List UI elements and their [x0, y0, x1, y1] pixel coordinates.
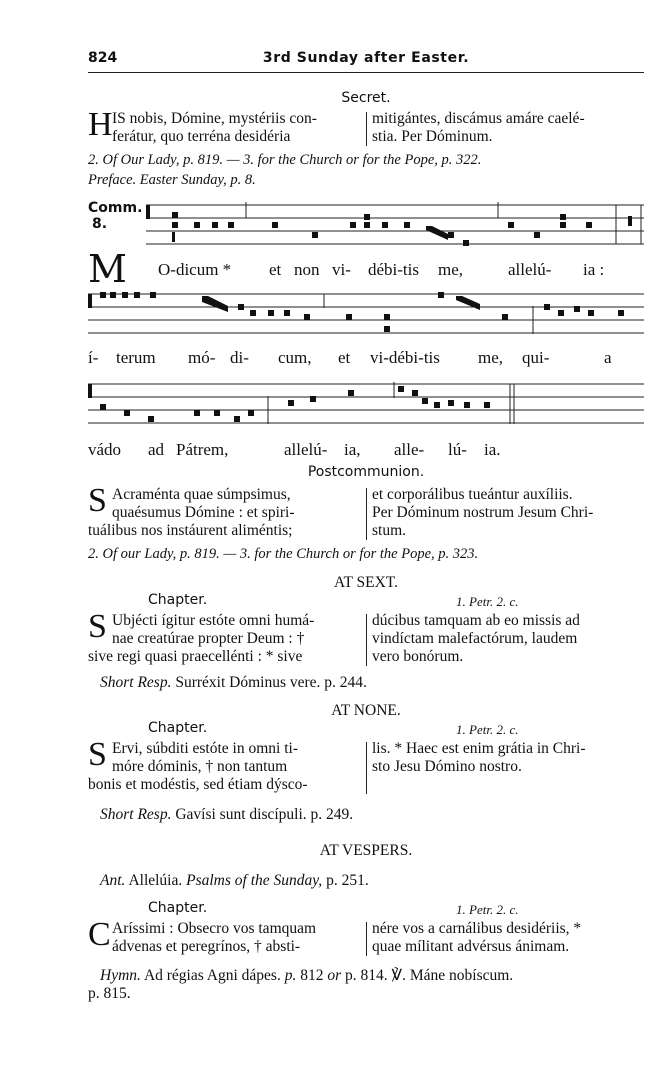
secret-col2-line1: mitigántes, discámus amáre caelé- [372, 110, 585, 127]
vespers-col2-line2: quae mílitant advérsus ánimam. [372, 938, 570, 955]
none-initial: S [88, 736, 107, 773]
none-col1-line1: Ervi, súbditi estóte in omni ti- [112, 740, 298, 757]
lyric: a [604, 348, 612, 367]
lyric: alle- [394, 440, 425, 459]
column-divider [366, 112, 367, 146]
lyric: vi-débi-tis [370, 348, 440, 367]
lyric: allelú- [284, 440, 328, 459]
chapter-label: Chapter. [148, 900, 208, 916]
vespers-heading: AT VESPERS. [319, 842, 413, 859]
sext-col1-line1: Ubjécti ígitur estóte omni humá- [112, 612, 315, 629]
lyric: non [294, 260, 320, 279]
short-responsory: Short Resp. Surréxit Dóminus vere. p. 244. [100, 674, 367, 691]
vespers-col2-line1: nére vos a carnálibus desidériis, * [372, 920, 582, 937]
sext-col1-line2: nae creatúrae propter Deum : † [112, 630, 305, 647]
sext-heading: AT SEXT. [333, 574, 398, 591]
lyric: et [269, 260, 282, 279]
postcommunion-col1-line1: Acraménta quae súmpsimus, [112, 486, 291, 503]
secret-heading: Secret. [341, 90, 391, 106]
lyric: ia, [344, 440, 361, 459]
lyric: qui- [522, 348, 550, 367]
sext-initial: S [88, 608, 107, 645]
sext-col2-line3: vero bonórum. [372, 648, 464, 665]
column-divider [366, 742, 367, 794]
lyric: Pátrem, [176, 440, 229, 459]
lyric: ia : [583, 260, 605, 279]
column-divider [366, 614, 367, 666]
postcommunion-col1-line3: tuálibus nos instáurent aliméntis; [88, 522, 293, 539]
lyric: vádo [88, 440, 122, 459]
commemoration-line: 2. Of our Lady, p. 819. — 3. for the Church or for the Pope, p. 323. [88, 546, 479, 562]
postcommunion-col1-line2: quaésumus Dómine : et spiri- [112, 504, 295, 521]
communion-label: Comm. [88, 200, 143, 216]
lyric: me, [478, 348, 504, 367]
lyric: í- [88, 348, 99, 367]
none-col2-line1: lis. * Haec est enim grátia in Chri- [372, 740, 586, 757]
chapter-label: Chapter. [148, 720, 208, 736]
running-title: 3rd Sunday after Easter. [262, 50, 470, 66]
lyric: cum, [278, 348, 312, 367]
chapter-reference: 1. Petr. 2. c. [456, 902, 519, 917]
chapter-reference: 1. Petr. 2. c. [456, 722, 519, 737]
none-col1-line2: móre dóminis, † non tantum [112, 758, 288, 775]
lyric: terum [116, 348, 156, 367]
running-header [88, 50, 644, 73]
postcommunion-heading: Postcommunion. [307, 464, 425, 480]
lyric: ia. [484, 440, 501, 459]
chant-staff-3 [88, 376, 644, 436]
lyric: di- [230, 348, 249, 367]
communion-initial: M [88, 247, 127, 291]
lyric: débi-tis [368, 260, 419, 279]
communion-number: 8. [92, 216, 108, 232]
secret-col1-line2: ferátur, quo terréna desidéria [112, 128, 291, 145]
chapter-reference: 1. Petr. 2. c. [456, 594, 519, 609]
vespers-initial: C [88, 916, 111, 953]
preface-line: Preface. Easter Sunday, p. 8. [88, 172, 256, 188]
postcommunion-initial: S [88, 482, 107, 519]
postcommunion-col2-line3: stum. [372, 522, 407, 539]
postcommunion-col2-line1: et corporálibus tueántur auxíliis. [372, 486, 573, 503]
sext-col2-line1: dúcibus tamquam ab eo missis ad [372, 612, 580, 629]
chapter-label: Chapter. [148, 592, 208, 608]
sext-col1-line3: sive regi quasi praecellénti : * sive [88, 648, 303, 665]
postcommunion-col2-line2: Per Dóminum nostrum Jesum Chri- [372, 504, 594, 521]
vespers-col1-line1: Aríssimi : Obsecro vos tamquam [112, 920, 317, 937]
lyric: O-dicum * [158, 260, 232, 279]
commemoration-line: 2. Of Our Lady, p. 819. — 3. for the Church or for the Pope, p. 322. [88, 152, 482, 168]
secret-col2-line2: stia. Per Dóminum. [372, 128, 493, 145]
vespers-col1-line2: ádvenas et peregrínos, † absti- [112, 938, 301, 955]
short-responsory: Short Resp. Gavísi sunt discípuli. p. 249. [100, 806, 354, 823]
column-divider [366, 922, 367, 956]
sext-col2-line2: vindíctam malefactórum, laudem [372, 630, 578, 647]
lyric: lú- [448, 440, 467, 459]
lyric: vi- [332, 260, 351, 279]
secret-col1-line1: IS nobis, Dómine, mystériis con- [112, 110, 317, 127]
lyric: allelú- [508, 260, 552, 279]
secret-initial: H [88, 106, 113, 143]
column-divider [366, 488, 367, 540]
chant-staff-1 [88, 196, 644, 256]
page-number: 824 [88, 50, 118, 66]
lyric: et [338, 348, 351, 367]
antiphon-line: Ant. Allelúia. Psalms of the Sunday, p. 251. [100, 872, 369, 889]
none-col2-line2: sto Jesu Dómino nostro. [372, 758, 522, 775]
lyric: me, [438, 260, 464, 279]
hymn-line: Hymn. Ad régias Agni dápes. p. 812 or p. 814. ℣. Máne nobíscum. [100, 967, 514, 984]
lyric: mó- [188, 348, 216, 367]
hymn-page: p. 815. [88, 985, 131, 1002]
lyric: ad [148, 440, 165, 459]
none-col1-line3: bonis et modéstis, sed étiam dýsco- [88, 776, 308, 793]
none-heading: AT NONE. [331, 702, 401, 719]
chant-staff-2 [88, 286, 644, 346]
